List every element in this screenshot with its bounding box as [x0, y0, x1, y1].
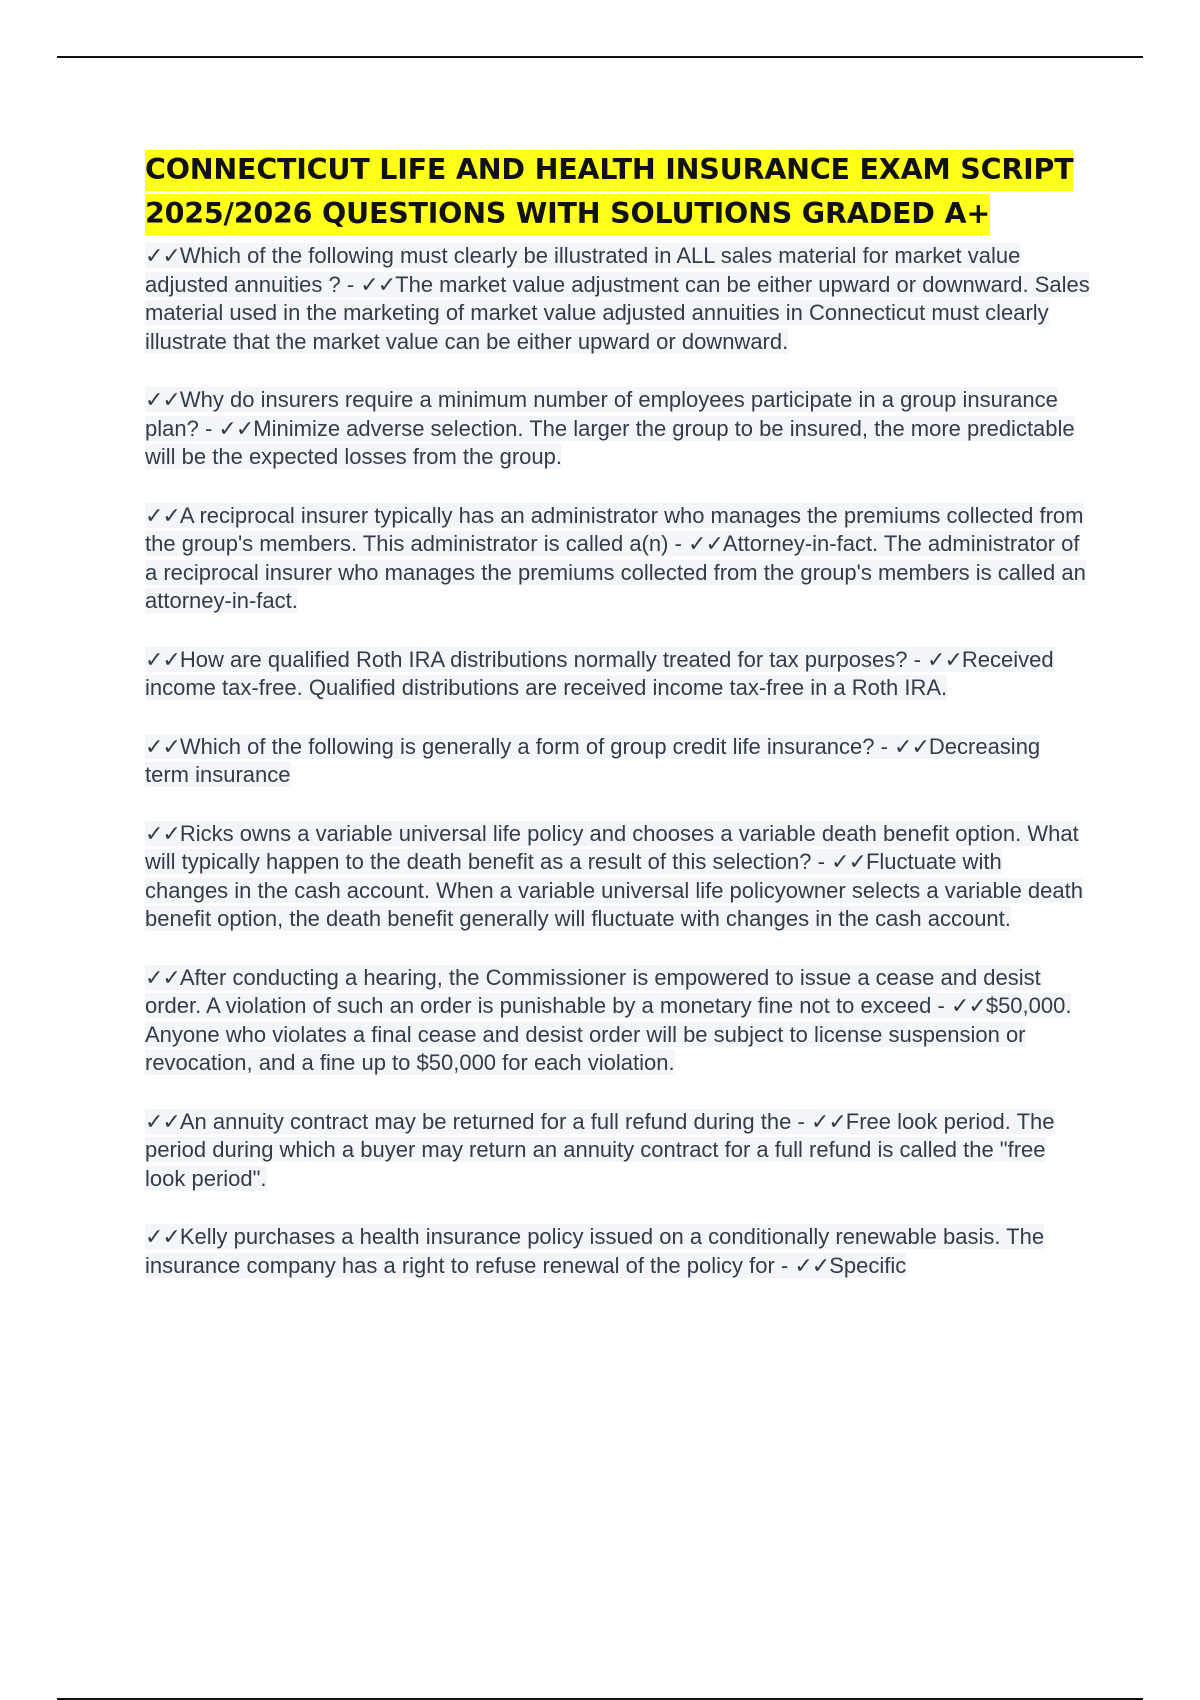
- qa-separator: -: [668, 531, 689, 556]
- qa-separator: -: [874, 733, 895, 759]
- question-text: How are qualified Roth IRA distributions normally treated for tax purposes?: [179, 646, 908, 672]
- double-check-icon: ✓✓: [894, 733, 929, 759]
- double-check-icon: ✓✓: [145, 1224, 180, 1249]
- question-text: Ricks owns a variable universal life policy and chooses a variable death benefit option. What will typically happen to the death benefit as a result of this selection?: [145, 820, 1079, 874]
- answer-text: Free look period. The period during which a buyer may return an annuity contract for a full refund is called the "free look period".: [145, 1108, 1055, 1191]
- question-text: Which of the following is generally a form of group credit life insurance?: [179, 733, 875, 759]
- double-check-icon: ✓✓: [810, 1108, 846, 1134]
- double-check-icon: ✓✓: [145, 820, 180, 846]
- qa-item: [145, 1223, 1090, 1280]
- qa-separator: -: [340, 271, 361, 297]
- qa-separator: -: [774, 1252, 795, 1278]
- answer-text: Specific: [829, 1252, 907, 1278]
- qa-separator: -: [791, 1108, 811, 1134]
- qa-separator: -: [198, 415, 219, 441]
- double-check-icon: ✓✓: [360, 271, 396, 297]
- question-text: After conducting a hearing, the Commissioner is empowered to issue a cease and desist order. A violation of such an order is punishable by a monetary fine not to exceed: [145, 964, 1041, 1018]
- double-check-icon: ✓✓: [145, 387, 180, 412]
- double-check-icon: ✓✓: [145, 733, 180, 759]
- qa-item: [145, 386, 1090, 472]
- qa-text: [145, 965, 1071, 1076]
- answer-text: $50,000. Anyone who violates a final cease and desist order will be subject to license suspension or revocation, and a fine up to $50,000 for each violation.: [145, 993, 1072, 1075]
- answer-text: Minimize adverse selection. The larger the group to be insured, the more predictable will be the expected losses from the group.: [145, 415, 1075, 469]
- qa-separator: -: [907, 646, 928, 672]
- qa-item: [145, 502, 1090, 616]
- answer-text: Attorney-in-fact. The administrator of a reciprocal insurer who manages the premiums collected from the group's members is called an attorney-in-fact.: [145, 531, 1086, 613]
- qa-text: [145, 1109, 1055, 1191]
- qa-separator: -: [811, 849, 832, 874]
- question-text: Kelly purchases a health insurance policy issued on a conditionally renewable basis. The insurance company has a right to refuse renewal of the policy for: [145, 1224, 1045, 1278]
- answer-text: The market value adjustment can be either upward or downward. Sales material used in the marketing of market value adjusted annuities in Connecticut must clearly illustrate that the market value can be either upward or downward.: [145, 271, 1090, 354]
- double-check-icon: ✓✓: [145, 502, 180, 528]
- top-rule: [57, 56, 1143, 58]
- double-check-icon: ✓✓: [794, 1252, 830, 1278]
- qa-text: [145, 1224, 1044, 1278]
- qa-item: [145, 733, 1090, 790]
- answer-text: Decreasing term insurance: [145, 733, 1041, 787]
- question-text: An annuity contract may be returned for a full refund during the: [179, 1108, 792, 1134]
- double-check-icon: ✓✓: [950, 993, 986, 1018]
- double-check-icon: ✓✓: [145, 1108, 180, 1134]
- qa-text: [145, 647, 1054, 701]
- qa-item: [145, 820, 1090, 934]
- qa-text: [145, 503, 1086, 614]
- double-check-icon: ✓✓: [688, 531, 723, 556]
- qa-item: [145, 964, 1090, 1078]
- qa-item: [145, 1108, 1090, 1194]
- double-check-icon: ✓✓: [145, 646, 180, 672]
- qa-separator: -: [931, 993, 951, 1018]
- qa-item: [145, 242, 1090, 356]
- answer-text: Received income tax-free. Qualified distributions are received income tax-free in a Roth IRA.: [145, 646, 1054, 700]
- answer-text: Fluctuate with changes in the cash account. When a variable universal life policyowner selects a variable death benefit option, the death benefit generally will fluctuate with changes in the cash account.: [145, 849, 1083, 931]
- document-body: [145, 148, 1090, 1310]
- document-title: [145, 148, 1090, 236]
- qa-item: [145, 646, 1090, 703]
- question-text: A reciprocal insurer typically has an administrator who manages the premiums collected from the group's members. This administrator is called a(n): [145, 502, 1084, 556]
- double-check-icon: ✓✓: [831, 849, 866, 874]
- qa-text: [145, 243, 1090, 354]
- double-check-icon: ✓✓: [145, 243, 180, 268]
- question-text: Which of the following must clearly be illustrated in ALL sales material for market value adjusted annuities ?: [145, 243, 1021, 297]
- title-highlight: CONNECTICUT LIFE AND HEALTH INSURANCE EXAM SCRIPT 2025/2026 QUESTIONS WITH SOLUTIONS GRADED A+: [145, 150, 1073, 235]
- question-text: Why do insurers require a minimum number of employees participate in a group insurance plan?: [145, 387, 1058, 441]
- qa-text: [145, 734, 1040, 788]
- qa-list: [145, 242, 1090, 1280]
- double-check-icon: ✓✓: [927, 646, 962, 672]
- double-check-icon: ✓✓: [218, 415, 254, 441]
- double-check-icon: ✓✓: [145, 964, 180, 990]
- qa-text: [145, 821, 1083, 932]
- qa-text: [145, 387, 1075, 469]
